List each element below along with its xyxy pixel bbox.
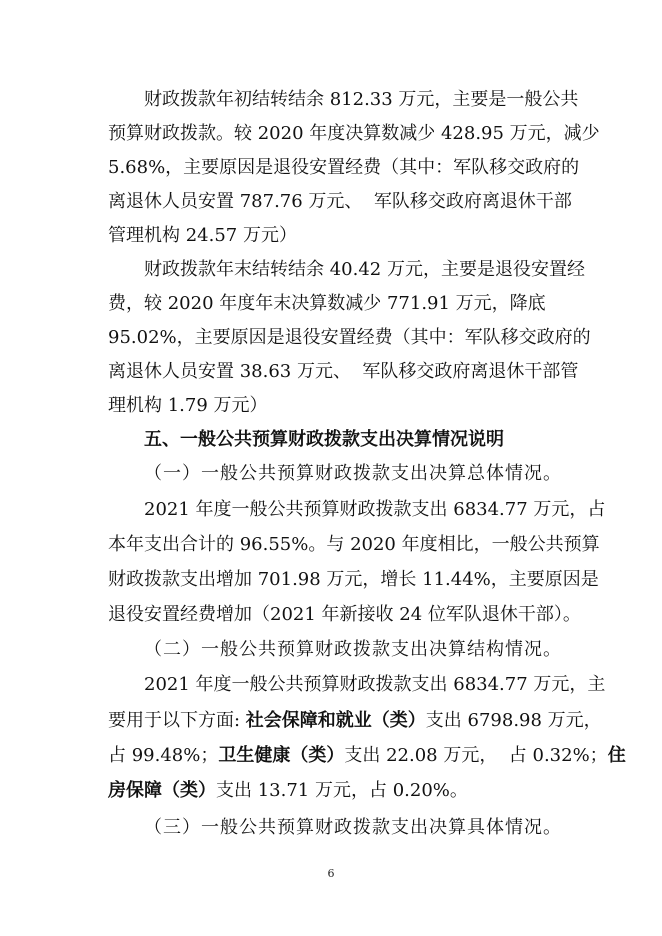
section-heading: 五、一般公共预算财政拨款支出决算情况说明 <box>144 429 504 450</box>
category-health: 卫生健康（类） <box>218 745 345 766</box>
paragraph-line: 95.02%，主要原因是退役安置经费（其中：军队移交政府的 <box>108 327 591 348</box>
text-span: 支出 22.08 万元， 占 0.32%； <box>344 745 608 766</box>
category-housing-start: 住 <box>607 745 626 766</box>
subsection-heading: （二）一般公共预算财政拨款支出决算结构情况。 <box>144 639 562 660</box>
text-span: 占 99.48%； <box>108 745 219 766</box>
paragraph-line: 财政拨款年末结转结余 40.42 万元，主要是退役安置经 <box>144 259 585 280</box>
paragraph-line: 退役安置经费增加（2021 年新接收 24 位军队退休干部）。 <box>108 604 581 625</box>
category-housing: 房保障（类） <box>108 780 216 801</box>
paragraph-line <box>108 778 662 804</box>
paragraph-line: 预算财政拨款。较 2020 年度决算数减少 428.95 万元，减少 <box>108 123 600 144</box>
paragraph-line <box>108 708 662 734</box>
paragraph-line: 费，较 2020 年度年末决算数减少 771.91 万元，降底 <box>108 293 546 314</box>
paragraph-line: 离退休人员安置 787.76 万元、 军队移交政府离退休干部 <box>108 191 572 212</box>
text-span: 要用于以下方面: <box>108 710 246 731</box>
subsection-heading: （三）一般公共预算财政拨款支出决算具体情况。 <box>144 817 562 838</box>
paragraph-line: 离退休人员安置 38.63 万元、 军队移交政府离退休干部管 <box>108 361 579 382</box>
paragraph-line: 2021 年度一般公共预算财政拨款支出 6834.77 万元，主 <box>144 674 606 695</box>
text-span: 支出 6798.98 万元， <box>425 710 602 731</box>
paragraph-line: 2021 年度一般公共预算财政拨款支出 6834.77 万元，占 <box>144 499 606 520</box>
category-social-security: 社会保障和就业（类） <box>245 710 426 731</box>
text-span: 支出 13.71 万元，占 0.20%。 <box>216 780 468 801</box>
subsection-heading: （一）一般公共预算财政拨款支出决算总体情况。 <box>144 463 562 484</box>
paragraph-line: 财政拨款支出增加 701.98 万元，增长 11.44%，主要原因是 <box>108 569 599 590</box>
paragraph-line: 管理机构 24.57 万元） <box>108 225 297 246</box>
paragraph-line: 本年支出合计的 96.55%。与 2020 年度相比，一般公共预算 <box>108 534 600 555</box>
paragraph-line <box>108 743 662 769</box>
paragraph-line: 理机构 1.79 万元） <box>108 395 268 416</box>
paragraph-line: 财政拨款年初结转结余 812.33 万元，主要是一般公共 <box>144 89 579 110</box>
page-number: 6 <box>327 867 335 880</box>
paragraph-line: 5.68%，主要原因是退役安置经费（其中：军队移交政府的 <box>108 157 580 178</box>
